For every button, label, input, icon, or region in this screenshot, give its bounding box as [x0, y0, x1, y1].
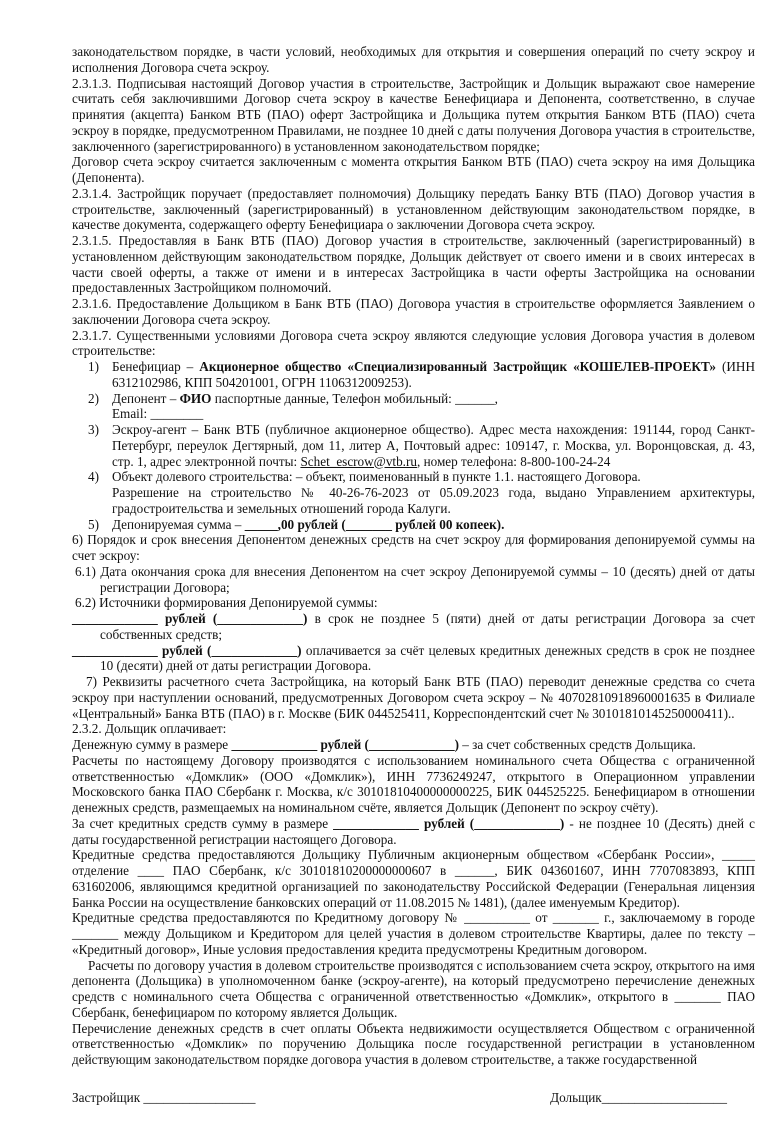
paragraph: [72, 44, 755, 76]
paragraph: [72, 847, 755, 910]
text-segment: Перечисление денежных средств в счет оплаты Объекта недвижимости осуществляется Обществом с ограниченной ответственностью «Домклик» по поручению Дольщика после государственной регистрации в установленном действующим законодательством порядке договора участия в долевом строительстве, а также государственной: [72, 1020, 755, 1067]
paragraph: [72, 564, 755, 596]
paragraph: [72, 1021, 755, 1068]
text-segment: в срок не позднее 5 (пяти) дней от даты регистрации Договора за счет собственных средств;: [100, 611, 756, 642]
list-item-text: [112, 517, 755, 533]
text-segment: 2.3.1.4. Застройщик поручает (предоставляет полномочия) Дольщику передать Банку ВТБ (ПАО) Договор участия в строительстве, заключенный (зарегистрированный) в установленном действующим законодательством порядке, в качестве документа, содержащего оферту Бенефициара о заключении Договора счета эскроу.: [72, 185, 755, 233]
paragraph: [72, 816, 755, 848]
list-number: 4): [88, 469, 99, 485]
text-segment: - не позднее 10 (Десять) дней с даты государственной регистрации настоящего Договора.: [72, 815, 755, 847]
email-link[interactable]: Schet_escrow@vtb.ru: [300, 453, 417, 469]
bold-text: _____________ рублей (_____________): [72, 642, 302, 658]
list-item: [72, 359, 755, 391]
list-number: 1): [88, 359, 99, 374]
bold-text: _____________ рублей (_____________): [333, 815, 565, 831]
text-segment: Депонент –: [112, 390, 180, 406]
list-item: [72, 422, 755, 469]
paragraph: [72, 910, 755, 957]
bold-text: _____________ рублей (_____________): [72, 611, 308, 626]
paragraph: [72, 674, 755, 721]
text-segment: Разрешение на строительство № 40-26-76-2023 от 05.09.2023 года, выдано Управлением архитектуры, градостроительства и земельных отношений города Калуги.: [112, 485, 755, 516]
paragraph: [72, 233, 755, 296]
text-segment: За счет кредитных средств сумму в размере: [72, 815, 334, 831]
paragraph: [72, 958, 755, 1021]
text-segment: 2.3.2. Дольщик оплачивает:: [72, 721, 227, 737]
text-segment: , номер телефона: 8-800-100-24-24: [416, 453, 611, 469]
text-segment: – за счет собственных средств Дольщика.: [458, 737, 696, 752]
bold-text: ФИО: [179, 390, 212, 406]
text-segment: Расчеты по настоящему Договору производятся с использованием номинального счета Общества с ограниченной ответственностью «Домклик» (ООО «Домклик»), ИНН 7736249247, открытого в Операционном управлении Московского банка ПАО Сбербанк г. Москва, к/с 30101810400000000225, БИК 044525225. Бенефициаром в отношении денежных средств, размещаемых на номинальном счёте, является Дольщик (Депонент по эскроу счёту).: [72, 752, 755, 815]
text-segment: 2.3.1.7. Существенными условиями Договора счета эскроу являются следующие условия Договора участия в долевом строительстве:: [72, 327, 755, 359]
text-segment: 6) Порядок и срок внесения Депонентом денежных средств на счет эскроу для формирования депонируемой суммы на счет эскроу:: [72, 532, 755, 563]
paragraph: [72, 76, 755, 155]
list-item-text: [112, 359, 755, 391]
paragraph: [72, 296, 755, 328]
paragraph: [72, 532, 755, 564]
text-segment: Договор счета эскроу считается заключенным с момента открытия Банком ВТБ (ПАО) счета эскроу на имя Дольщика (Депонента).: [72, 154, 755, 185]
text-segment: 6.1) Дата окончания срока для внесения Депонентом на счет эскроу Депонируемой суммы – 10 (десять) дней от даты регистрации Договора;: [75, 563, 755, 595]
text-segment: 6.2) Источники формирования Депонируемой суммы:: [75, 595, 378, 611]
text-segment: законодательством порядке, в части условий, необходимых для открытия и совершения операций по счету эскроу и исполнения Договора счета эскроу.: [72, 44, 755, 75]
text-segment: Денежную сумму в размере: [72, 737, 232, 752]
text-segment: 2.3.1.3. Подписывая настоящий Договор участия в строительстве, Застройщик и Дольщик выражают свое намерение считать себя заключившими Договор счета эскроу в качестве Бенефициара и Депонента, соответственно, в случае принятия (акцепта) Банком ВТБ (ПАО) оферт Застройщика и Дольщика путем открытия Банком ВТБ (ПАО) счета эскроу в порядке, предусмотренном Правилами, не позднее 10 дней с даты получения Договора участия в строительстве, заключенного (зарегистрированного) в установленном законодательством порядке;: [72, 75, 755, 154]
paragraph: [72, 753, 755, 816]
paragraph: [72, 611, 755, 643]
paragraph: [72, 154, 755, 186]
bold-text: _____,00 рублей (_______ рублей 00 копеек).: [244, 516, 505, 532]
shareholder-signature-line: Дольщик___________________: [550, 1089, 727, 1105]
paragraph: [72, 186, 755, 233]
text-segment: Кредитные средства предоставляются Дольщику Публичным акционерным обществом «Сбербанк России», _____ отделение ____ ПАО Сбербанк, к/с 30101810200000000607 в ______, БИК 043601607, ИНН 7707083893, КПП 631602006, являющимся кредитной организацией по законодательству Российской Федерации (Генеральная лицензия Банка России на осуществление банковских операций от 11.08.2015 № 1481), (далее именуемым Кредитор).: [72, 847, 755, 910]
developer-signature-line: Застройщик _________________: [72, 1089, 256, 1105]
list-item: [72, 391, 755, 423]
list-item: [72, 517, 755, 533]
list-number: 3): [88, 422, 99, 437]
text-segment: 2.3.1.5. Предоставляя в Банк ВТБ (ПАО) Договор участия в строительстве, заключенный (зарегистрированный) в установленном действующим законодательством порядке, Дольщик действует от своего имени и в своих интересах в части своей оферты, а также от имени и в интересах Застройщика в части оферты Застройщика на основании предоставленных Застройщиком полномочий.: [72, 233, 755, 296]
paragraph: [72, 643, 755, 675]
text-segment: Кредитные средства предоставляются по Кредитному договору № __________ от _______ г., заключаемому в городе _______ между Дольщиком и Кредитором для целей участия в долевом строительстве Квартиры, далее по тексту – «Кредитный договор», Иные условия предоставления кредита предусмотрены Кредитным договором.: [72, 910, 755, 957]
bold-text: Акционерное общество «Специализированный Застройщик «КОШЕЛЕВ-ПРОЕКТ»: [199, 359, 716, 374]
text-segment: Объект долевого строительства: – объект, поименованный в пункте 1.1. настоящего Договора.: [112, 469, 641, 485]
bold-text: _____________ рублей (_____________): [231, 737, 459, 752]
text-segment: Расчеты по договору участия в долевом строительстве производятся с использованием счета эскроу, открытого на имя депонента (Дольщика) в уполномоченном банке (эскроу-агенте), на который предусмотрено перечисление денежных средств с номинального счета Общества с ограниченной ответственностью «Домклик», открытого в _______ ПАО Сбербанк, бенефициаром по которому является Дольщик.: [72, 957, 755, 1020]
list-number: 2): [88, 390, 99, 406]
text-segment: 2.3.1.6. Предоставление Дольщиком в Банк ВТБ (ПАО) Договора участия в строительстве оформляется Заявлением о заключении Договора счета эскроу.: [72, 296, 755, 327]
paragraph: [72, 737, 755, 753]
text-segment: Эскроу-агент – Банк ВТБ (публичное акционерное общество). Адрес места нахождения: 191144, город Санкт-Петербург, переулок Дегтярный, дом 11, литер А, Почтовый адрес: 109147, г. Москва, ул. Воронцовская, д. 43, стр. 1, адрес электронной почты:: [112, 422, 755, 469]
signature-row: [72, 1090, 727, 1106]
document-page: [72, 44, 755, 1068]
text-segment: (ИНН 6312102986, КПП 504201001, ОГРН 1106312009253).: [112, 359, 755, 390]
paragraph: [72, 328, 755, 360]
text-segment: 7) Реквизиты расчетного счета Застройщика, на который Банк ВТБ (ПАО) переводит денежные средства со счета эскроу при наступлении оснований, предусмотренных Договором счета эскроу – № 40702810918960001635 в Филиале «Центральный» Банка ВТБ (ПАО) в г. Москве (БИК 044525411, Корреспондентский счет № 30101810145250000411)..: [72, 674, 755, 721]
list-item-text: [112, 469, 755, 516]
list-item-text: [112, 391, 755, 423]
paragraph: [72, 721, 755, 737]
text-segment: оплачивается за счёт целевых кредитных денежных средств в срок не позднее 10 (десяти) дней от даты регистрации Договора.: [100, 642, 756, 674]
text-segment: паспортные данные, Телефон мобильный: ______,: [211, 390, 498, 406]
paragraph: [72, 595, 755, 611]
list-item-text: [112, 422, 755, 469]
text-segment: Email: ________: [112, 406, 204, 422]
list-number: 5): [88, 516, 99, 532]
text-segment: Депонируемая сумма –: [112, 516, 245, 532]
list-item: [72, 469, 755, 516]
text-segment: Бенефициар –: [112, 359, 200, 374]
